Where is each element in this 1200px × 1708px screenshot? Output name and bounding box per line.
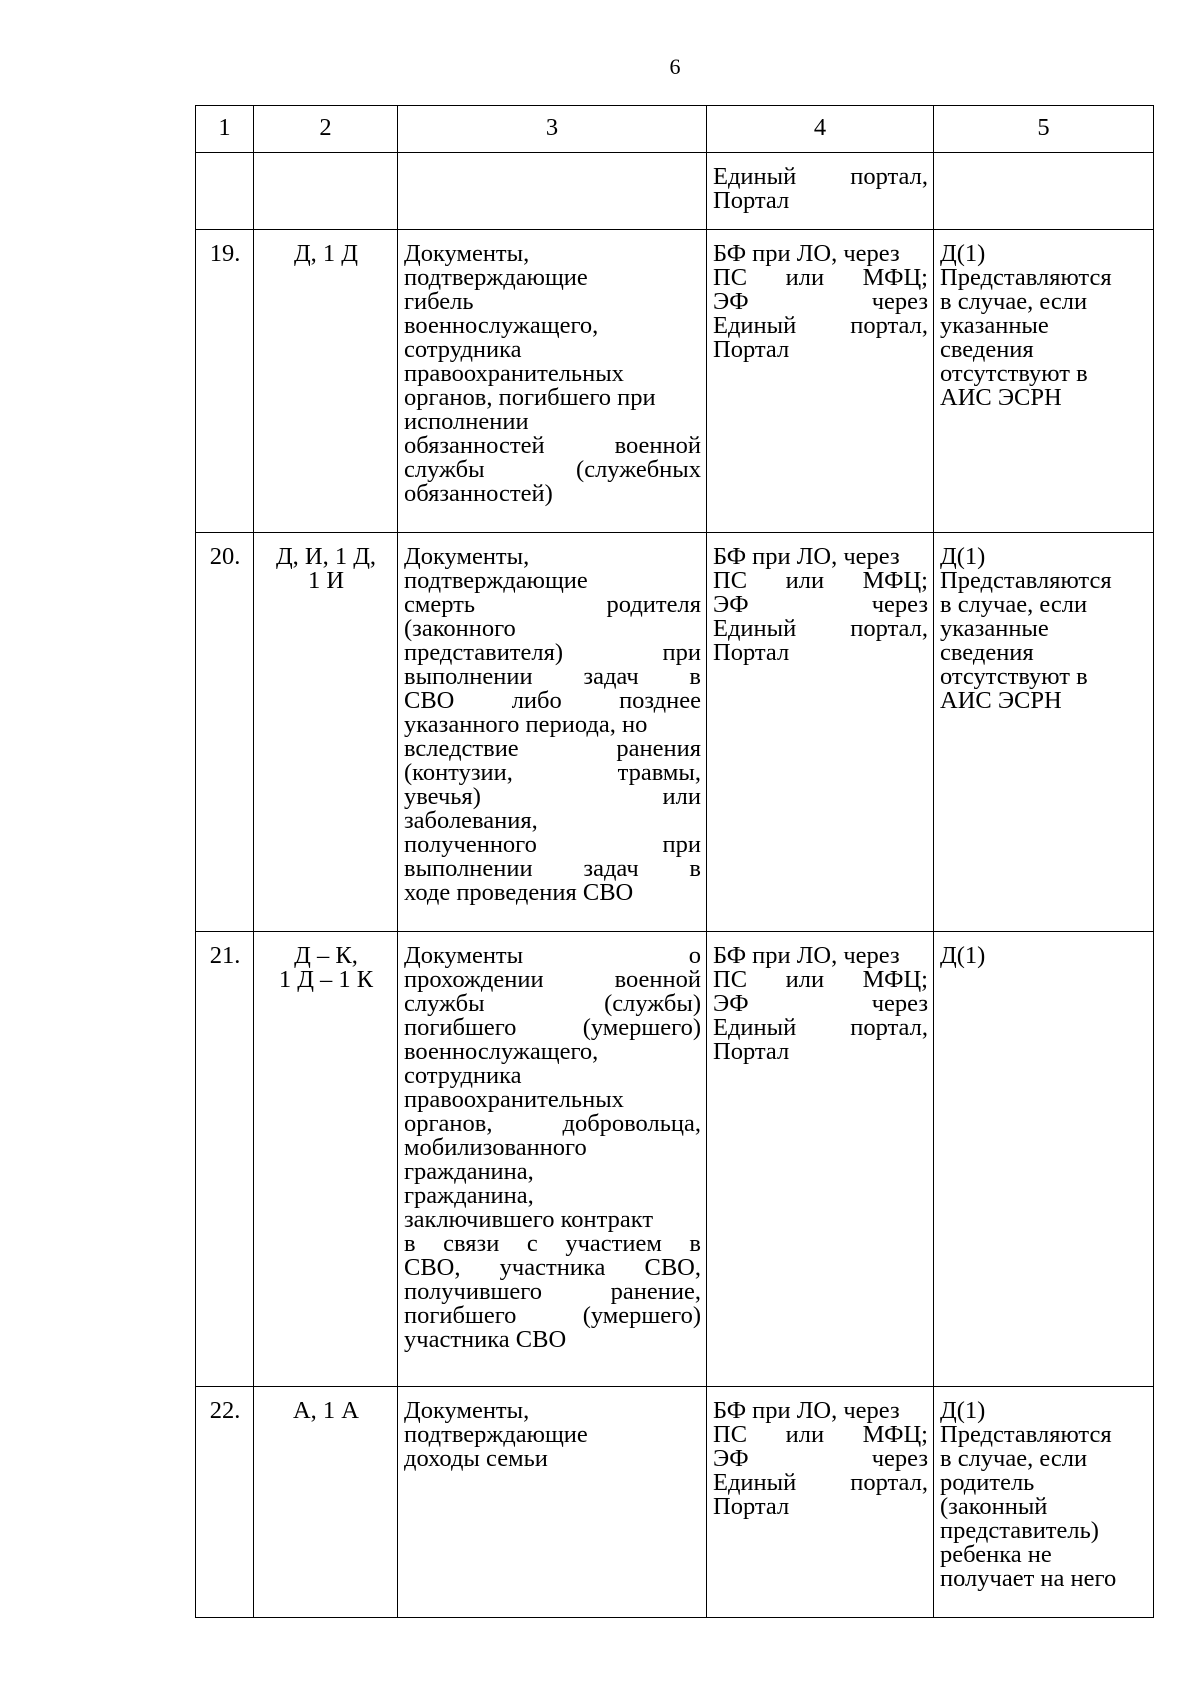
- cell-text-line: Единый портал,: [713, 163, 928, 190]
- cell-text-line: погибшего (умершего): [404, 1302, 701, 1329]
- cell-text-line: ПС или МФЦ;: [713, 264, 928, 291]
- cell-text-line: ребенка не: [940, 1541, 1052, 1568]
- table-cell-num: [196, 153, 254, 230]
- cell-text-line: БФ при ЛО, через: [713, 240, 900, 267]
- cell-text-line: родитель: [940, 1469, 1035, 1496]
- cell-text-line: подтверждающие: [404, 264, 588, 291]
- cell-text-line: участника СВО: [404, 1326, 567, 1353]
- submission-method: [707, 932, 934, 1387]
- cell-text-line: полученного при: [404, 831, 701, 858]
- cell-text-line: сведения: [940, 639, 1034, 666]
- cell-text-line: смерть родителя: [404, 591, 701, 618]
- cell-text-line: Д(1): [940, 1397, 986, 1424]
- cell-text-line: ЭФ через: [713, 591, 928, 618]
- cell-text-line: Документы,: [404, 543, 530, 570]
- table-row: [196, 533, 1154, 932]
- cell-text-line: выполнении задач в: [404, 663, 701, 690]
- cell-text-line: службы (службы): [404, 990, 701, 1017]
- cell-text-line: военнослужащего,: [404, 1038, 599, 1065]
- table-row: [196, 230, 1154, 533]
- cell-text-line: Д, 1 Д: [293, 240, 359, 267]
- cell-text-line: доходы семьи: [404, 1445, 548, 1472]
- submission-method: [707, 533, 934, 932]
- cell-text-line: 1 И: [307, 567, 345, 594]
- cell-text-line: заключившего контракт: [404, 1206, 654, 1233]
- cell-text-line: представителя) при: [404, 639, 701, 666]
- cell-text-line: Представляются: [940, 567, 1112, 594]
- cell-text-line: Д, И, 1 Д,: [275, 543, 377, 570]
- row-number: 19.: [196, 230, 254, 533]
- table-cell-desc: [398, 153, 707, 230]
- cell-text-line: органов, погибшего при: [404, 384, 656, 411]
- cell-text-line: службы (служебных: [404, 456, 701, 483]
- cell-text-line: ПС или МФЦ;: [713, 1421, 928, 1448]
- table-row: [196, 1387, 1154, 1618]
- cell-text-line: Документы,: [404, 1397, 530, 1424]
- cell-text-line: Д(1): [940, 240, 986, 267]
- cell-text-line: исполнении: [404, 408, 529, 435]
- cell-text-line: заболевания,: [404, 807, 538, 834]
- cell-text-line: Единый портал,: [713, 615, 928, 642]
- table-row-continuation: [196, 153, 1154, 230]
- applicant-code: [254, 932, 398, 1387]
- cell-text-line: Д(1): [940, 942, 986, 969]
- cell-text-line: выполнении задач в: [404, 855, 701, 882]
- cell-text-line: СВО, участника СВО,: [404, 1254, 701, 1281]
- column-number-4: 4: [707, 106, 934, 153]
- cell-text-line: подтверждающие: [404, 1421, 588, 1448]
- column-number-2: 2: [254, 106, 398, 153]
- cell-text-line: Д – К,: [294, 942, 358, 969]
- row-number: 22.: [196, 1387, 254, 1618]
- cell-text-line: ЭФ через: [713, 1445, 928, 1472]
- cell-text-line: увечья) или: [404, 783, 701, 810]
- cell-text-line: органов, добровольца,: [404, 1110, 701, 1137]
- cell-text-line: гражданина,: [404, 1182, 534, 1209]
- documents-table: [195, 105, 1154, 1618]
- cell-text-line: в случае, если: [940, 288, 1088, 315]
- document-description: [398, 1387, 707, 1618]
- cell-text-line: правоохранительных: [404, 1086, 624, 1113]
- cell-text-line: ЭФ через: [713, 288, 928, 315]
- document-description: [398, 230, 707, 533]
- cell-text-line: указанные: [940, 312, 1049, 339]
- cell-text-line: гибель: [404, 288, 474, 315]
- cell-text-line: А, 1 А: [292, 1397, 359, 1424]
- cell-text-line: указанные: [940, 615, 1049, 642]
- document-description: [398, 932, 707, 1387]
- cell-text-line: сотрудника: [404, 1062, 522, 1089]
- cell-text-line: отсутствуют в: [940, 360, 1088, 387]
- page-number: 6: [669, 54, 681, 79]
- note: [934, 932, 1154, 1387]
- table-row: [196, 932, 1154, 1387]
- cell-text-line: в случае, если: [940, 1445, 1088, 1472]
- cell-text-line: Портал: [713, 1038, 790, 1065]
- cell-text-line: прохождении военной: [404, 966, 701, 993]
- table-header-row: [196, 106, 1154, 153]
- cell-text-line: ЭФ через: [713, 990, 928, 1017]
- cell-text-line: Единый портал,: [713, 312, 928, 339]
- cell-text-line: указанного периода, но: [404, 711, 648, 738]
- cell-text-line: АИС ЭСРН: [940, 687, 1062, 714]
- cell-text-line: вследствие ранения: [404, 735, 701, 762]
- note: [934, 1387, 1154, 1618]
- note: [934, 230, 1154, 533]
- cell-text-line: гражданина,: [404, 1158, 534, 1185]
- table-cell-source: [707, 153, 934, 230]
- cell-text-line: получившего ранение,: [404, 1278, 701, 1305]
- applicant-code: [254, 230, 398, 533]
- cell-text-line: отсутствуют в: [940, 663, 1088, 690]
- cell-text-line: ПС или МФЦ;: [713, 567, 928, 594]
- cell-text-line: Портал: [713, 1493, 790, 1520]
- cell-text-line: Единый портал,: [713, 1469, 928, 1496]
- cell-text-line: (законный: [940, 1493, 1048, 1520]
- row-number: 21.: [196, 932, 254, 1387]
- cell-text-line: Единый портал,: [713, 1014, 928, 1041]
- cell-text-line: Д(1): [940, 543, 986, 570]
- cell-text-line: (контузии, травмы,: [404, 759, 701, 786]
- cell-text-line: Портал: [713, 187, 790, 214]
- cell-text-line: Документы о: [404, 942, 701, 969]
- cell-text-line: Портал: [713, 336, 790, 363]
- table-cell-note: [934, 153, 1154, 230]
- row-number: 20.: [196, 533, 254, 932]
- cell-text-line: БФ при ЛО, через: [713, 1397, 900, 1424]
- applicant-code: [254, 533, 398, 932]
- cell-text-line: мобилизованного: [404, 1134, 587, 1161]
- cell-text-line: СВО либо позднее: [404, 687, 701, 714]
- column-number-1: 1: [196, 106, 254, 153]
- cell-text-line: сведения: [940, 336, 1034, 363]
- cell-text-line: обязанностей военной: [404, 432, 701, 459]
- cell-text-line: 1 Д – 1 К: [278, 966, 374, 993]
- cell-text-line: получает на него: [940, 1565, 1117, 1592]
- column-number-3: 3: [398, 106, 707, 153]
- cell-text-line: Портал: [713, 639, 790, 666]
- cell-text-line: погибшего (умершего): [404, 1014, 701, 1041]
- submission-method: [707, 230, 934, 533]
- cell-text-line: (законного: [404, 615, 516, 642]
- cell-text-line: представитель): [940, 1517, 1099, 1544]
- cell-text-line: АИС ЭСРН: [940, 384, 1062, 411]
- table-cell-code: [254, 153, 398, 230]
- cell-text-line: Представляются: [940, 264, 1112, 291]
- note: [934, 533, 1154, 932]
- cell-text-line: сотрудника: [404, 336, 522, 363]
- cell-text-line: ПС или МФЦ;: [713, 966, 928, 993]
- applicant-code: [254, 1387, 398, 1618]
- cell-text-line: БФ при ЛО, через: [713, 942, 900, 969]
- column-number-5: 5: [934, 106, 1154, 153]
- cell-text-line: БФ при ЛО, через: [713, 543, 900, 570]
- submission-method: [707, 1387, 934, 1618]
- cell-text-line: в связи с участием в: [404, 1230, 701, 1257]
- cell-text-line: правоохранительных: [404, 360, 624, 387]
- cell-text-line: в случае, если: [940, 591, 1088, 618]
- cell-text-line: обязанностей): [404, 480, 553, 507]
- cell-text-line: Представляются: [940, 1421, 1112, 1448]
- cell-text-line: подтверждающие: [404, 567, 588, 594]
- cell-text-line: военнослужащего,: [404, 312, 599, 339]
- document-description: [398, 533, 707, 932]
- cell-text-line: ходе проведения СВО: [404, 879, 634, 906]
- cell-text-line: Документы,: [404, 240, 530, 267]
